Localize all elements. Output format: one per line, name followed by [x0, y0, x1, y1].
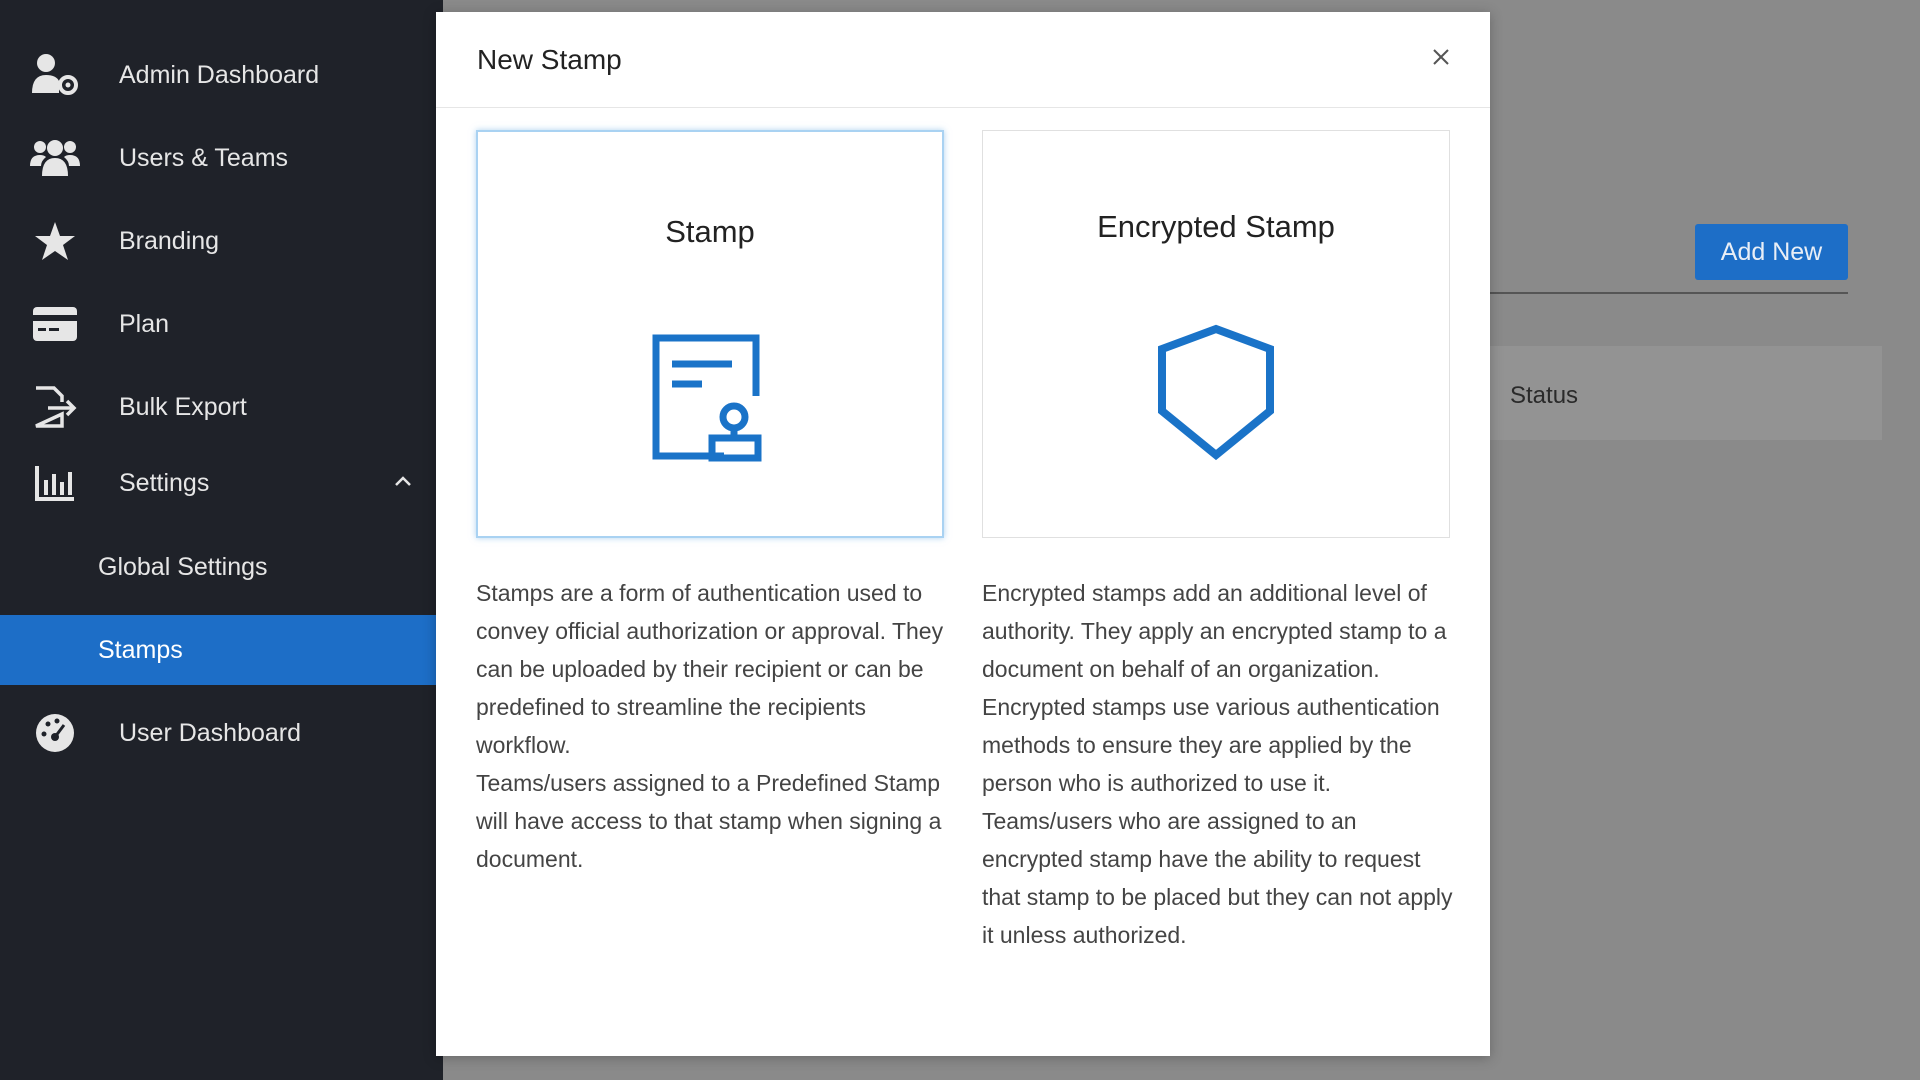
gauge-icon [30, 708, 80, 758]
new-stamp-modal [436, 12, 1490, 1056]
sidebar-item-bulk-export[interactable] [0, 372, 443, 442]
chevron-up-icon[interactable] [392, 470, 414, 492]
stamp-option-title: Stamp [665, 214, 755, 249]
encrypted-stamp-option-title: Encrypted Stamp [1097, 209, 1335, 244]
encrypted-stamp-description [982, 574, 1458, 954]
encrypted-stamp-option-card[interactable] [982, 130, 1450, 538]
encrypted-stamp-description-paragraph: Teams/users who are assigned to an encrypted stamp have the ability to request that stamp to be placed but they can not apply it unless authorized. [982, 808, 1453, 948]
sidebar-item-label: Settings [119, 468, 210, 497]
sidebar-item-global-settings[interactable] [0, 532, 443, 602]
sidebar-item-admin-dashboard[interactable] [0, 40, 443, 110]
sidebar-item-label: User Dashboard [119, 718, 302, 747]
sidebar-item-plan[interactable] [0, 289, 443, 359]
sidebar-item-label: Users & Teams [119, 143, 289, 172]
sidebar-item-settings[interactable] [0, 448, 443, 518]
sidebar-item-users-teams[interactable] [0, 123, 443, 193]
bar-chart-icon [30, 458, 80, 508]
sidebar-item-label: Branding [119, 226, 220, 255]
stamp-option-card[interactable] [476, 130, 944, 538]
user-gear-icon [30, 50, 80, 100]
sidebar-item-label: Plan [119, 309, 170, 338]
stamp-description-paragraph: Stamps are a form of authentication used to convey official authorization or approval. They can be uploaded by their recipient or can be predefined to streamline the recipients workflow. [476, 580, 944, 758]
close-icon [1432, 48, 1450, 66]
sidebar-item-label: Global Settings [98, 552, 268, 581]
add-new-button[interactable]: Add New [1695, 224, 1848, 280]
shield-icon [1156, 323, 1276, 468]
sidebar [0, 0, 443, 1080]
modal-title: New Stamp [477, 44, 622, 75]
sidebar-item-user-dashboard[interactable] [0, 698, 443, 768]
sidebar-item-label: Admin Dashboard [119, 60, 320, 89]
sidebar-item-branding[interactable] [0, 206, 443, 276]
collapse-chevron-icon[interactable] [393, 0, 415, 8]
stamp-description [476, 574, 956, 878]
divider [1490, 292, 1848, 294]
close-button[interactable] [1426, 42, 1456, 72]
sidebar-item-label: Bulk Export [119, 392, 247, 421]
credit-card-icon [30, 299, 80, 349]
sidebar-item-stamps[interactable] [0, 615, 443, 685]
status-column-header: Status [1510, 382, 1579, 409]
star-icon [30, 216, 80, 266]
sidebar-item-label: Stamps [98, 635, 183, 664]
document-stamp-icon [650, 332, 770, 469]
users-icon [30, 133, 80, 183]
modal-header [436, 12, 1490, 108]
file-export-icon [30, 382, 80, 432]
encrypted-stamp-description-paragraph: Encrypted stamps add an additional level of authority. They apply an encrypted stamp to a document on behalf of an organization. Encrypted stamps use various authentication methods to ensure they are applied by the person who is authorized to use it. [982, 580, 1447, 796]
table-header [1490, 346, 1882, 440]
stamp-description-paragraph: Teams/users assigned to a Predefined Stamp will have access to that stamp when signing a document. [476, 770, 942, 872]
